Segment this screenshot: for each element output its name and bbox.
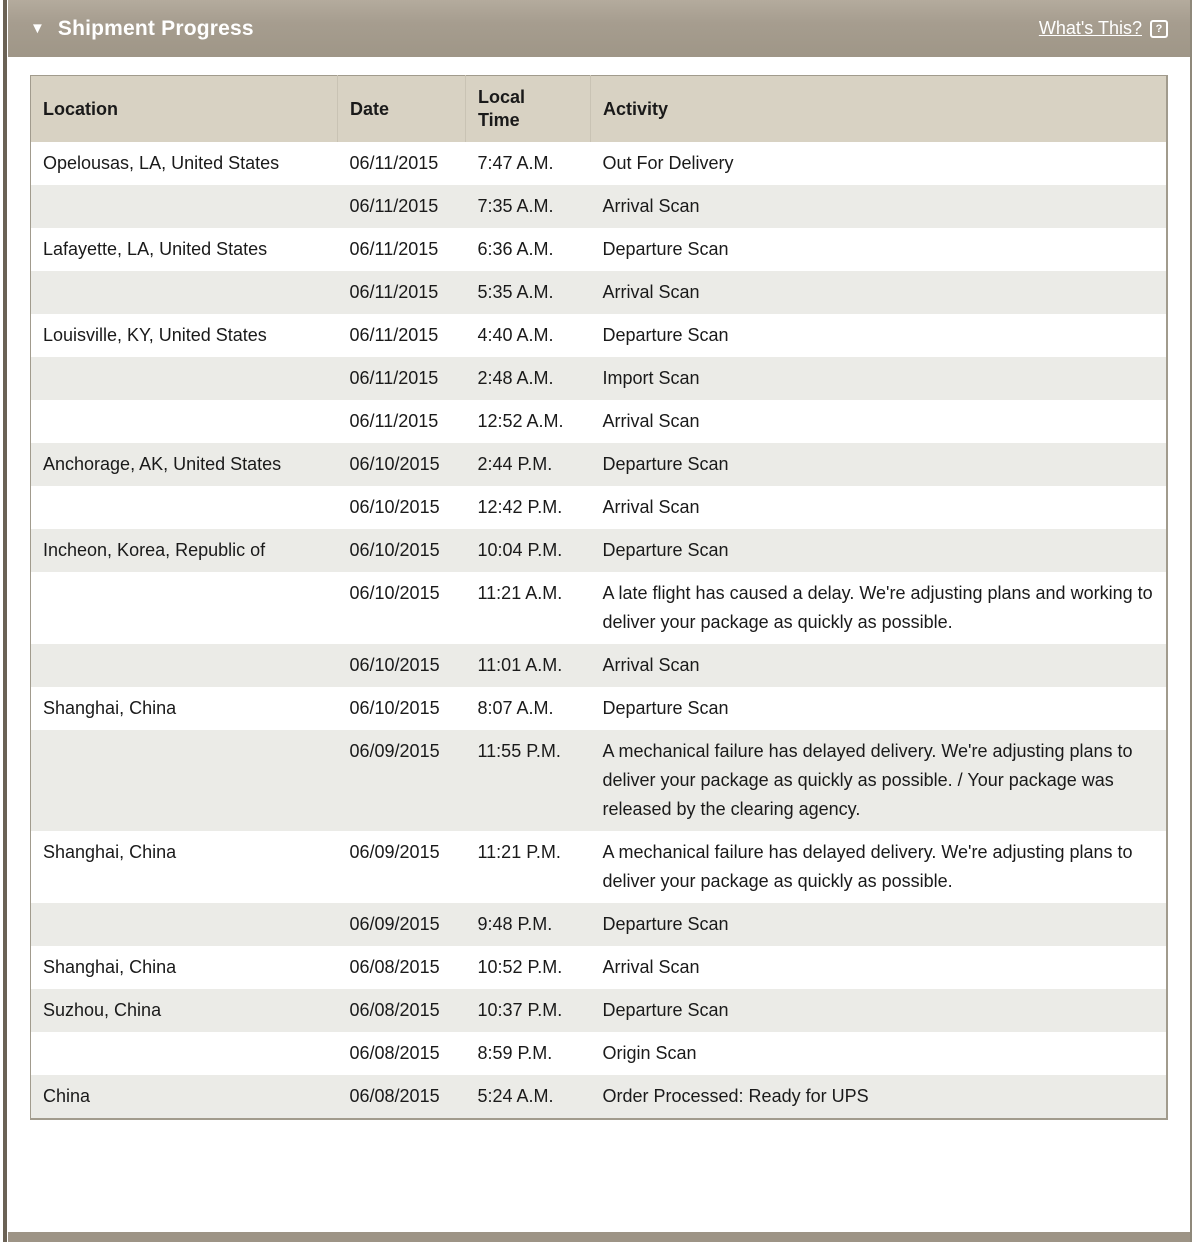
- table-row: [31, 946, 1168, 989]
- activity-cell: Departure Scan: [602, 239, 729, 259]
- help-icon-glyph: ?: [1155, 22, 1163, 35]
- local-time-cell: 10:52 P.M.: [477, 957, 563, 977]
- local-time-cell: 2:44 P.M.: [477, 454, 553, 474]
- table-row: [31, 572, 1168, 644]
- location-cell: China: [43, 1086, 91, 1106]
- date-cell: 06/08/2015: [349, 957, 440, 977]
- local-time-cell: 11:21 P.M.: [477, 842, 561, 862]
- activity-cell: Departure Scan: [602, 1000, 729, 1020]
- local-time-cell: 11:01 A.M.: [477, 655, 563, 675]
- activity-cell: Order Processed: Ready for UPS: [602, 1086, 869, 1106]
- date-cell: 06/11/2015: [349, 239, 439, 259]
- activity-cell: Arrival Scan: [602, 411, 700, 431]
- date-cell: 06/09/2015: [349, 741, 440, 761]
- collapse-arrow-icon[interactable]: ▼: [30, 20, 45, 37]
- date-cell: 06/10/2015: [349, 655, 440, 675]
- location-cell: Shanghai, China: [43, 698, 177, 718]
- location-cell: Anchorage, AK, United States: [43, 454, 282, 474]
- table-row: [31, 271, 1168, 314]
- table-row: [31, 903, 1168, 946]
- activity-cell: A mechanical failure has delayed delivery. We're adjusting plans to deliver your package as quickly as possible. / Your package was released by the clearing agency.: [602, 741, 1133, 819]
- local-time-cell: 5:35 A.M.: [477, 282, 554, 302]
- location-cell: [31, 1032, 338, 1075]
- location-cell: [31, 357, 338, 400]
- activity-cell: Origin Scan: [602, 1043, 697, 1063]
- date-cell: 06/11/2015: [349, 282, 439, 302]
- date-cell: 06/11/2015: [349, 325, 439, 345]
- activity-cell: Departure Scan: [602, 454, 729, 474]
- table-row: [31, 831, 1168, 903]
- activity-cell: Arrival Scan: [602, 497, 700, 517]
- local-time-cell: 11:21 A.M.: [477, 583, 563, 603]
- location-cell: Lafayette, LA, United States: [43, 239, 268, 259]
- activity-cell: Departure Scan: [602, 540, 729, 560]
- column-header-activity: Activity: [591, 76, 1168, 143]
- date-cell: 06/10/2015: [349, 454, 440, 474]
- table-row: [31, 400, 1168, 443]
- table-row: [31, 357, 1168, 400]
- table-row: [31, 1032, 1168, 1075]
- local-time-cell: 2:48 A.M.: [477, 368, 554, 388]
- location-cell: Shanghai, China: [43, 957, 177, 977]
- local-time-cell: 8:07 A.M.: [477, 698, 554, 718]
- date-cell: 06/08/2015: [349, 1043, 440, 1063]
- date-cell: 06/10/2015: [349, 698, 440, 718]
- location-cell: [31, 486, 338, 529]
- date-cell: 06/08/2015: [349, 1000, 440, 1020]
- column-header-local-time: [466, 76, 591, 143]
- panel-left-edge: [3, 0, 7, 1242]
- shipment-progress-table: [30, 75, 1168, 1120]
- panel-bottom-edge: [8, 1232, 1190, 1242]
- location-cell: Incheon, Korea, Republic of: [43, 540, 266, 560]
- location-cell: [31, 400, 338, 443]
- table-row: [31, 989, 1168, 1032]
- location-cell: Louisville, KY, United States: [43, 325, 267, 345]
- date-cell: 06/11/2015: [349, 411, 439, 431]
- local-time-cell: 11:55 P.M.: [477, 741, 561, 761]
- location-cell: [31, 730, 338, 831]
- location-cell: [31, 644, 338, 687]
- location-cell: Suzhou, China: [43, 1000, 162, 1020]
- location-cell: [31, 185, 338, 228]
- local-time-cell: 4:40 A.M.: [477, 325, 554, 345]
- date-cell: 06/10/2015: [349, 583, 440, 603]
- activity-cell: Out For Delivery: [602, 153, 734, 173]
- activity-cell: Arrival Scan: [602, 655, 700, 675]
- date-cell: 06/10/2015: [349, 540, 440, 560]
- location-cell: Shanghai, China: [43, 842, 177, 862]
- table-header-row: [31, 76, 1168, 143]
- section-title: Shipment Progress: [57, 16, 254, 40]
- table-row: [31, 314, 1168, 357]
- local-time-cell: 10:37 P.M.: [477, 1000, 563, 1020]
- date-cell: 06/09/2015: [349, 914, 440, 934]
- date-cell: 06/11/2015: [349, 153, 439, 173]
- local-time-cell: 10:04 P.M.: [477, 540, 563, 560]
- location-cell: [31, 572, 338, 644]
- location-cell: [31, 903, 338, 946]
- activity-cell: Arrival Scan: [602, 282, 700, 302]
- table-row: [31, 185, 1168, 228]
- table-row: [31, 142, 1168, 185]
- column-header-local-time-label: Local Time: [478, 87, 526, 130]
- date-cell: 06/09/2015: [349, 842, 440, 862]
- date-cell: 06/08/2015: [349, 1086, 440, 1106]
- activity-cell: Import Scan: [602, 368, 700, 388]
- date-cell: 06/10/2015: [349, 497, 440, 517]
- panel-container: [8, 0, 1192, 1242]
- activity-cell: Departure Scan: [602, 325, 729, 345]
- location-cell: Opelousas, LA, United States: [43, 153, 280, 173]
- table-row: [31, 443, 1168, 486]
- activity-cell: A mechanical failure has delayed delivery. We're adjusting plans to deliver your package as quickly as possible.: [602, 842, 1133, 891]
- local-time-cell: 7:47 A.M.: [477, 153, 554, 173]
- table-row: [31, 730, 1168, 831]
- panel-content: [8, 57, 1190, 1120]
- local-time-cell: 8:59 P.M.: [477, 1043, 553, 1063]
- local-time-cell: 5:24 A.M.: [477, 1086, 554, 1106]
- local-time-cell: 12:52 A.M.: [477, 411, 564, 431]
- activity-cell: A late flight has caused a delay. We're adjusting plans and working to deliver your package as quickly as possible.: [602, 583, 1153, 632]
- column-header-date: Date: [338, 76, 466, 143]
- table-row: [31, 644, 1168, 687]
- date-cell: 06/11/2015: [349, 368, 439, 388]
- activity-cell: Arrival Scan: [602, 196, 700, 216]
- activity-cell: Departure Scan: [602, 914, 729, 934]
- table-row: [31, 228, 1168, 271]
- table-row: [31, 687, 1168, 730]
- location-cell: [31, 271, 338, 314]
- activity-cell: Arrival Scan: [602, 957, 700, 977]
- whats-this-link[interactable]: What's This?: [1038, 18, 1142, 38]
- table-row: [31, 529, 1168, 572]
- date-cell: 06/11/2015: [349, 196, 439, 216]
- section-header[interactable]: [8, 0, 1190, 57]
- local-time-cell: 9:48 P.M.: [477, 914, 553, 934]
- activity-cell: Departure Scan: [602, 698, 729, 718]
- local-time-cell: 7:35 A.M.: [477, 196, 554, 216]
- table-row: [31, 1075, 1168, 1119]
- local-time-cell: 12:42 P.M.: [477, 497, 563, 517]
- help-icon[interactable]: [1150, 20, 1168, 38]
- table-row: [31, 486, 1168, 529]
- column-header-location: Location: [31, 76, 338, 143]
- local-time-cell: 6:36 A.M.: [477, 239, 554, 259]
